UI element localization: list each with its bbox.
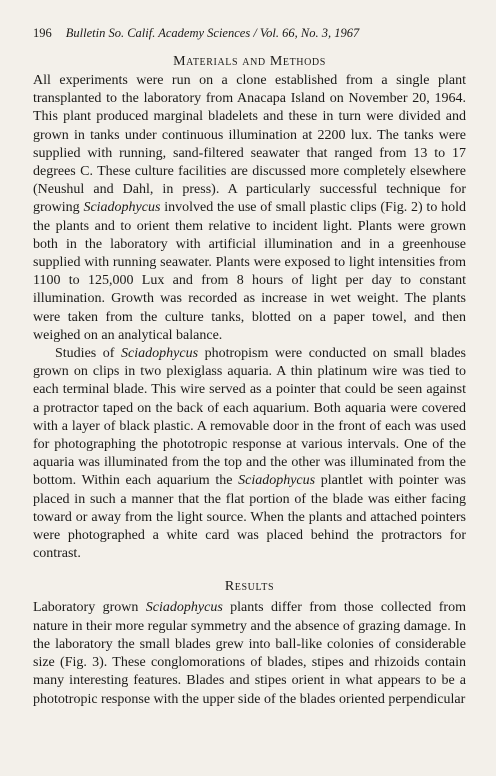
journal-citation: Bulletin So. Calif. Academy Sciences / Vol. 66, No. 3, 1967 [65, 26, 360, 40]
results-p1-text-1: Laboratory grown [33, 600, 146, 616]
methods-p1-text-1: All experiments were run on a clone established from a single plant transplanted to the laboratory from Anacapa Island on November 20, 1964. This plant produced marginal bladelets and these in turn were divided and grown in tanks under continuous illumination at 2200 lux. The tanks were supplied with running, sand-filtered seawater that ranged from 13 to 17 degrees C. These culture facilities are discussed more completely elsewhere (Neushul and Dahl, in press). A particularly successful technique for growing [33, 73, 466, 216]
methods-p1-text-2: involved the use of small plastic clips (Fig. 2) to hold the plants and to orient them relative to incident light. Plants were grown both in the laboratory with artificial illumination and in a greenhouse supplied with running seawater. Plants were exposed to light intensities from 1100 to 125,000 Lux and from 8 hours of light per day to constant illumination. Growth was recorded as increase in wet weight. The plants were taken from the culture tanks, blotted on a paper towel, and then weighed on an analytical balance. [33, 200, 466, 343]
results-heading: Results [224, 579, 275, 595]
methods-p2-text-2: photropism were conducted on small blades grown on clips in two plexiglass aquaria. A thin platinum wire was tied to each terminal blade. This wire served as a pointer that could be seen against a protractor taped on the back of each aquarium. Both aquaria were covered with a layer of black plastic. A removable door in the front of each was used for photographing the phototropic response at various intervals. One of the aquaria was illuminated from the top and the other was illuminated from the bottom. Within each aquarium the [33, 346, 467, 489]
methods-paragraph-1 [33, 72, 466, 345]
methods-p2-genus-1: Sciadophycus [121, 346, 199, 362]
methods-p2-text-3: plantlet with pointer was placed in such a manner that the flat portion of the blade was either facing toward or away from the light source. When the plants and attached pointers were photographed a white card was placed behind the protractors for contrast. [33, 473, 466, 562]
methods-p1-genus-1: Sciadophycus [83, 200, 161, 216]
results-p1-genus-1: Sciadophycus [145, 600, 223, 616]
methods-p2-text-1: Studies of [55, 346, 122, 362]
running-head [33, 26, 466, 46]
materials-methods-heading: Materials and Methods [173, 54, 326, 69]
methods-paragraph-2 [33, 345, 466, 563]
results-p1-text-2: plants differ from those collected from nature in their more regular symmetry and the absence of grazing damage. In the laboratory the small blades grew into ball-like colonies of considerable size (Fig. 3). These conglomorations of blades, stipes and rhizoids contain many interesting features. Blades and stipes orient in what appears to be a phototropic response with the upper side of the blades oriented perpendicular [33, 600, 466, 707]
page-number: 196 [33, 26, 52, 40]
results-paragraph-1 [33, 599, 466, 708]
methods-p2-genus-2: Sciadophycus [238, 473, 316, 489]
